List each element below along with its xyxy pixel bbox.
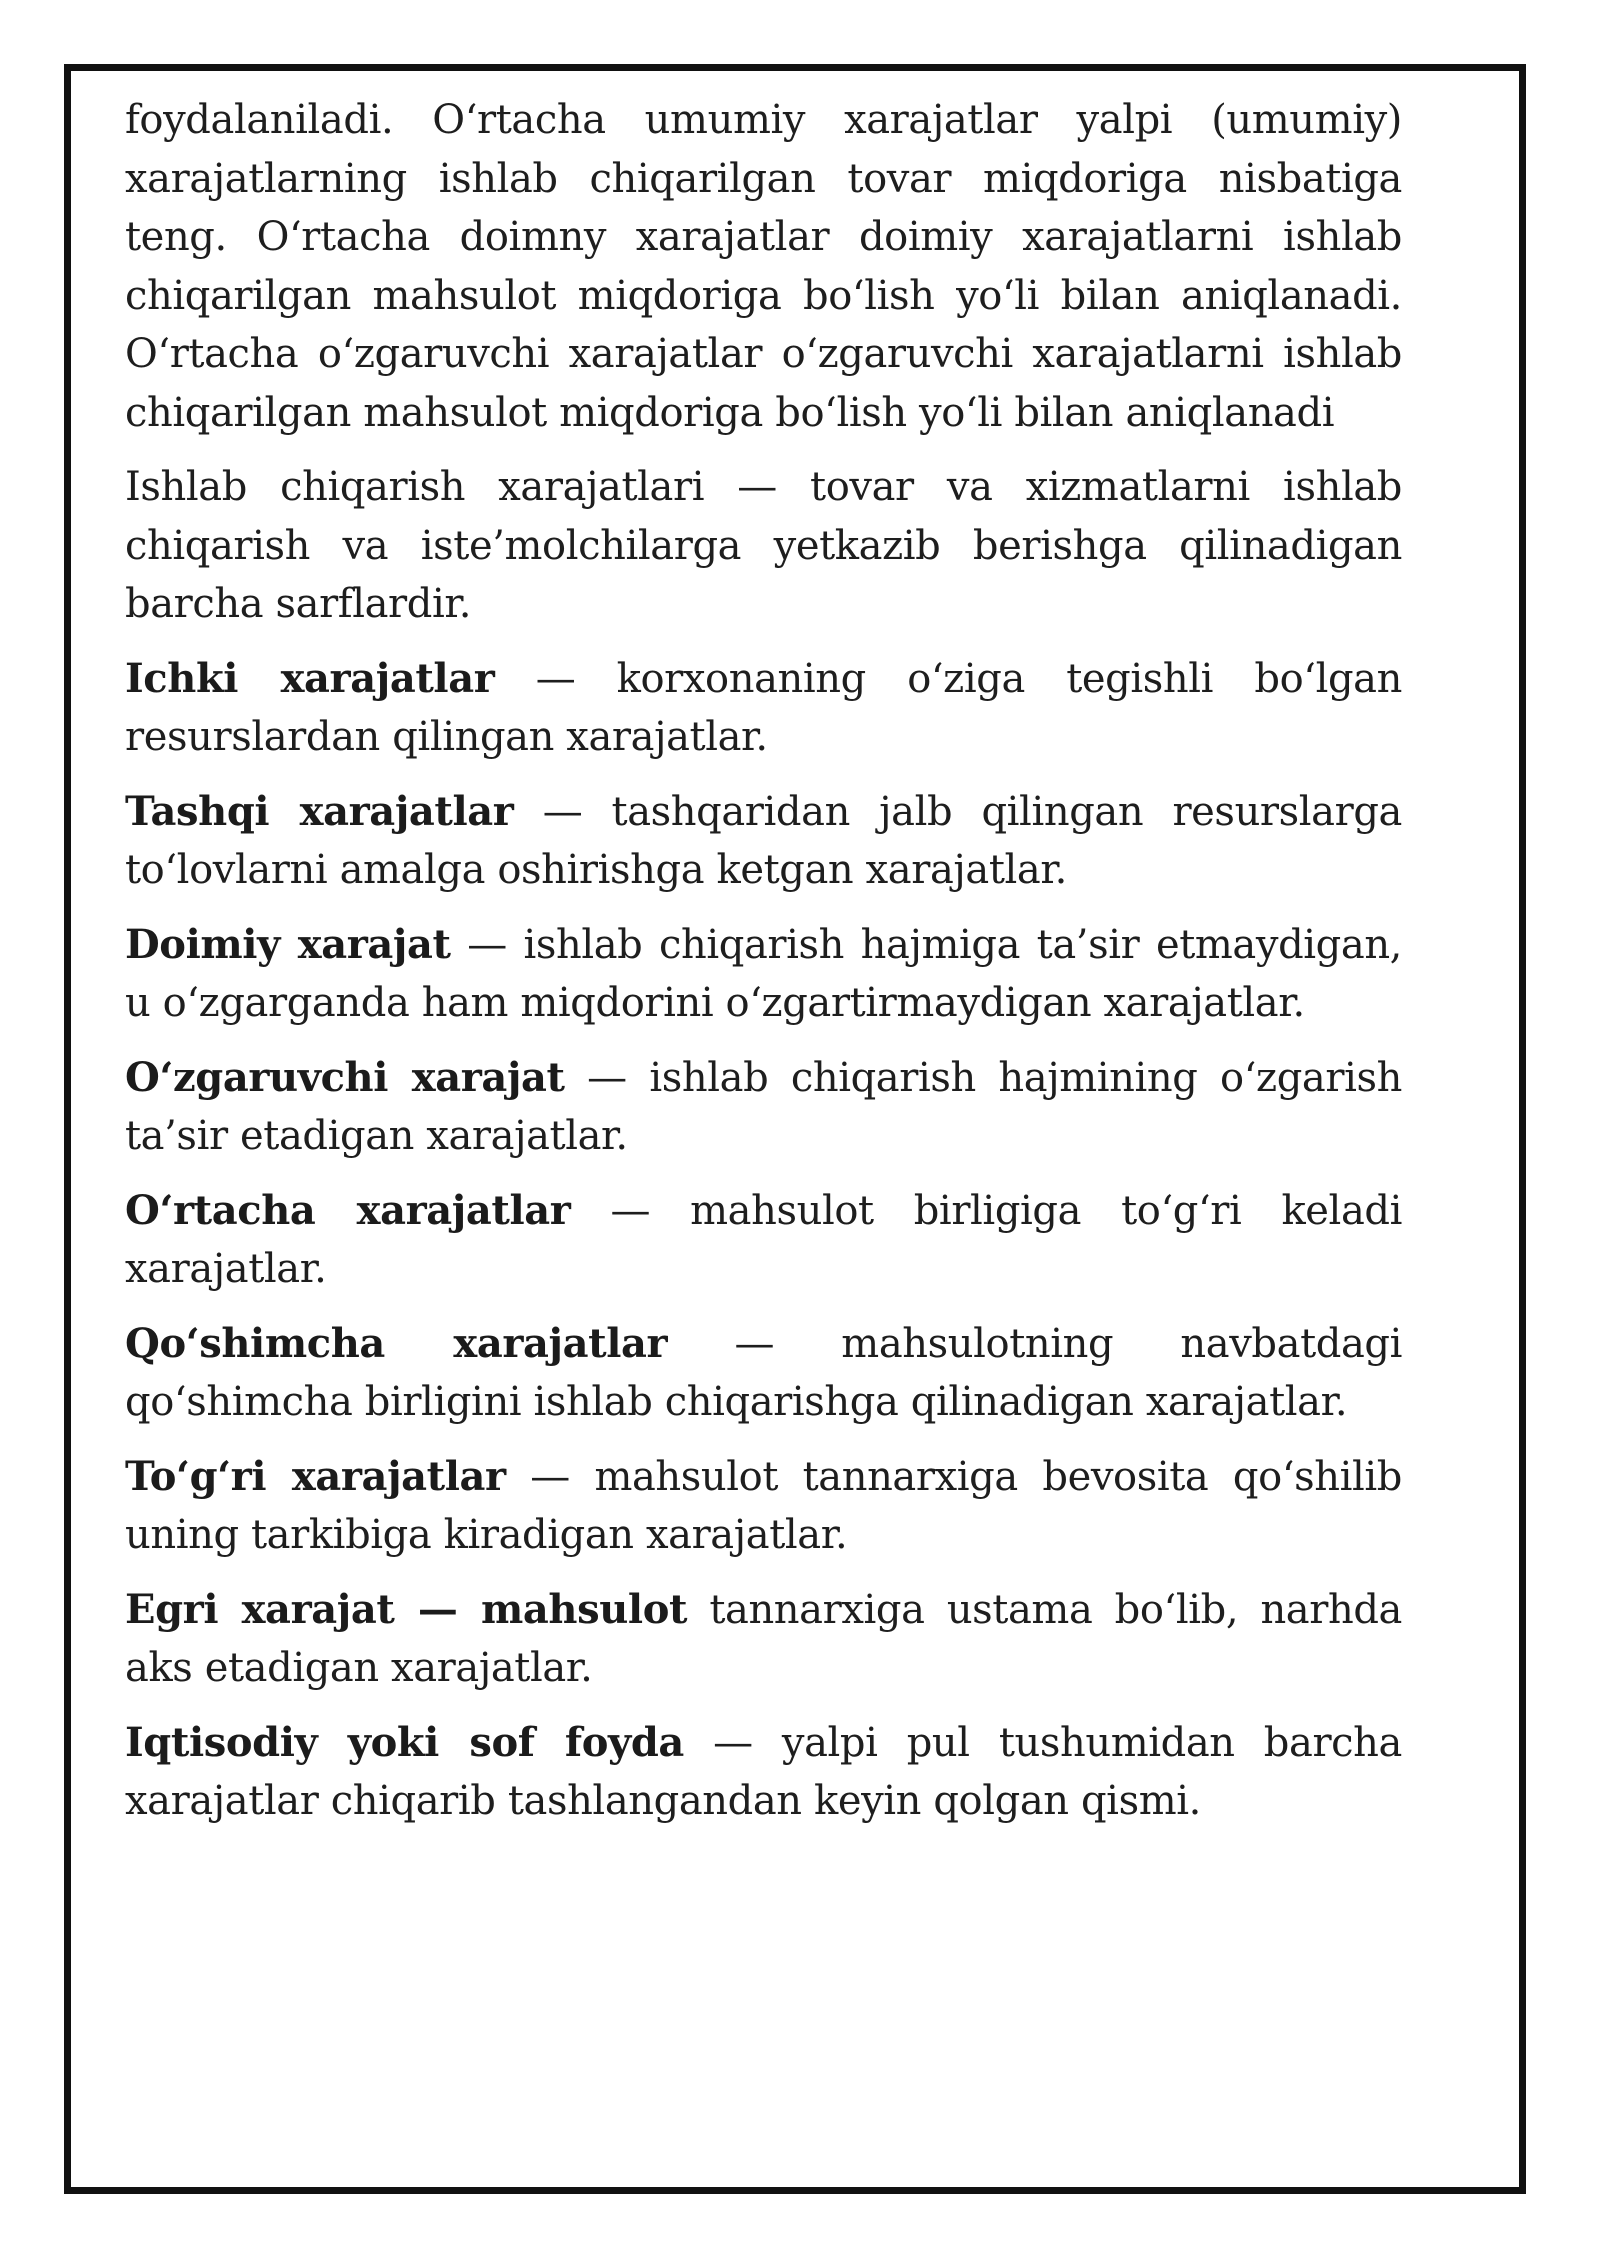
definition-indirect-cost [125,1581,1402,1698]
term: To‘g‘ri xarajatlar [125,1452,506,1500]
term: O‘zgaruvchi xarajat [125,1053,565,1101]
definition-text: — tashqaridan jalb qilingan resurslarga to‘lovlarni amalga oshirishga ketgan xarajatlar. [125,788,1402,893]
definition-direct-costs [125,1448,1402,1565]
definition-text: — yalpi pul tushumidan barcha xarajatlar chiqarib tashlangandan keyin qolgan qismi. [125,1719,1402,1824]
definition-text: tannarxiga ustama bo‘lib, narhda aks etadigan xarajatlar. [125,1586,1402,1691]
intro-paragraph: foydalaniladi. O‘rtacha umumiy xarajatlar yalpi (umumiy) xarajatlarning ishlab chiqarilgan tovar miqdoriga nisbatiga teng. O‘rtacha doimny xarajatlar doimiy xarajatlarni ishlab chiqarilgan mahsulot miqdoriga bo‘lish yo‘li bilan aniqlanadi. O‘rtacha o‘zgaruvchi xarajatlar o‘zgaruvchi xarajatlarni ishlab chiqarilgan mahsulot miqdoriga bo‘lish yo‘li bilan aniqlanadi [125,97,1402,436]
definition-variable-cost [125,1049,1402,1166]
definition-external-costs [125,783,1402,900]
definition-additional-costs [125,1315,1402,1432]
term: Doimiy xarajat [125,920,451,968]
definition-text: — mahsulot tannarxiga bevosita qo‘shilib uning tarkibiga kiradigan xarajatlar. [125,1453,1403,1558]
definition-fixed-cost [125,916,1402,1033]
term: Iqtisodiy yoki sof foyda [125,1718,684,1766]
definition-economic-profit [125,1714,1402,1831]
page-content [125,91,1402,1847]
definition-average-costs [125,1182,1402,1299]
definition-text: — mahsulot birligiga to‘g‘ri keladi xarajatlar. [125,1187,1402,1292]
definition-text: — korxonaning o‘ziga tegishli bo‘lgan resurslardan qilingan xarajatlar. [125,655,1402,760]
term: Tashqi xarajatlar [125,787,514,835]
definition-text: — mahsulotning navbatdagi qo‘shimcha birligini ishlab chiqarishga qilinadigan xarajatlar. [125,1320,1403,1425]
term: Egri xarajat — mahsulot [125,1585,688,1633]
term: O‘rtacha xarajatlar [125,1186,571,1234]
term: Qo‘shimcha xarajatlar [125,1319,668,1367]
definition-text: — ishlab chiqarish hajmining o‘zgarish ta’sir etadigan xarajatlar. [125,1054,1402,1159]
definition-text: — ishlab chiqarish hajmiga ta’sir etmaydigan, u o‘zgarganda ham miqdorini o‘zgartirmaydigan xarajatlar. [125,921,1403,1026]
production-costs-paragraph: Ishlab chiqarish xarajatlari — tovar va xizmatlarni ishlab chiqarish va iste’molchilarga yetkazib berishga qilinadigan barcha sarflardir. [125,464,1402,627]
definition-internal-costs [125,650,1402,767]
term: Ichki xarajatlar [125,654,495,702]
